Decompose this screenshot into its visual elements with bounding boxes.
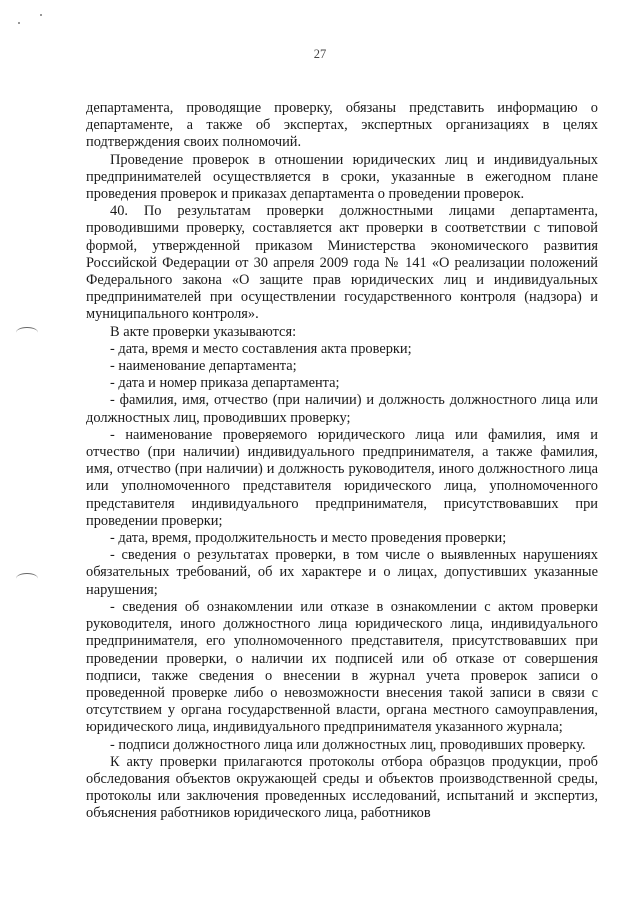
- paragraph: 40. По результатам проверки должностными лицами департамента, проводившими проверку, составляется акт проверки в соответствии с типовой формой, утвержденной приказом Министерства экономического развития Российской Федерации от 30 апреля 2009 года № 141 «О реализации положений Федерального закона «О защите прав юридических лиц и индивидуальных предпринимателей при осуществлении государственного контроля (надзора) и муниципального контроля».: [86, 203, 598, 323]
- list-item: - фамилия, имя, отчество (при наличии) и должность должностного лица или должностных лиц, проводивших проверку;: [86, 392, 598, 426]
- paragraph: Проведение проверок в отношении юридических лиц и индивидуальных предпринимателей осуществляется в сроки, указанные в ежегодном плане проведения проверок и приказах департамента о проведении проверок.: [86, 151, 598, 203]
- list-item: - подписи должностного лица или должностных лиц, проводивших проверку.: [110, 736, 586, 753]
- document-body: [86, 100, 598, 823]
- binding-hole-mark: [16, 327, 38, 338]
- scan-speck: [40, 14, 42, 16]
- paragraph: К акту проверки прилагаются протоколы отбора образцов продукции, проб обследования объектов окружающей среды и объектов производственной среды, протоколы или заключения проведенных исследований, испытаний и экспертиз, объяснения работников юридического лица, работников: [86, 753, 598, 822]
- paragraph: департамента, проводящие проверку, обязаны представить информацию о департаменте, а также об экспертах, экспертных организациях в целях подтверждения своих полномочий.: [86, 100, 598, 151]
- list-item: - дата и номер приказа департамента;: [110, 375, 340, 392]
- paragraph: В акте проверки указываются:: [110, 323, 297, 340]
- binding-hole-mark: [16, 573, 38, 584]
- scan-speck: [18, 22, 20, 24]
- list-item: - сведения об ознакомлении или отказе в ознакомлении с актом проверки руководителя, иного должностного лица юридического лица, индивидуального предпринимателя, его уполномоченного представителя, присутствовавших при проведении проверки, о наличии их подписей или об отказе от совершения подписи, также сведения о внесении в журнал учета проверок записи о проведенной проверке либо о невозможности внесения такой записи в связи с отсутствием у органа государственной власти, органа местного самоуправления, юридического лица, индивидуального предпринимателя указанного журнала;: [86, 598, 598, 736]
- list-item: - дата, время и место составления акта проверки;: [110, 340, 412, 357]
- list-item: - дата, время, продолжительность и место проведения проверки;: [110, 530, 507, 547]
- list-item: - наименование департамента;: [110, 358, 297, 375]
- list-item: - наименование проверяемого юридического лица или фамилия, имя и отчество (при наличии) индивидуального предпринимателя, а также фамилия, имя, отчество (при наличии) и должность руководителя, иного должностного лица или уполномоченного представителя юридического лица, уполномоченного представителя индивидуального предпринимателя, присутствовавших при проведении проверки;: [86, 426, 598, 529]
- page-number: 27: [313, 47, 327, 61]
- list-item: - сведения о результатах проверки, в том числе о выявленных нарушениях обязательных требований, об их характере и о лицах, допустивших указанные нарушения;: [86, 547, 598, 598]
